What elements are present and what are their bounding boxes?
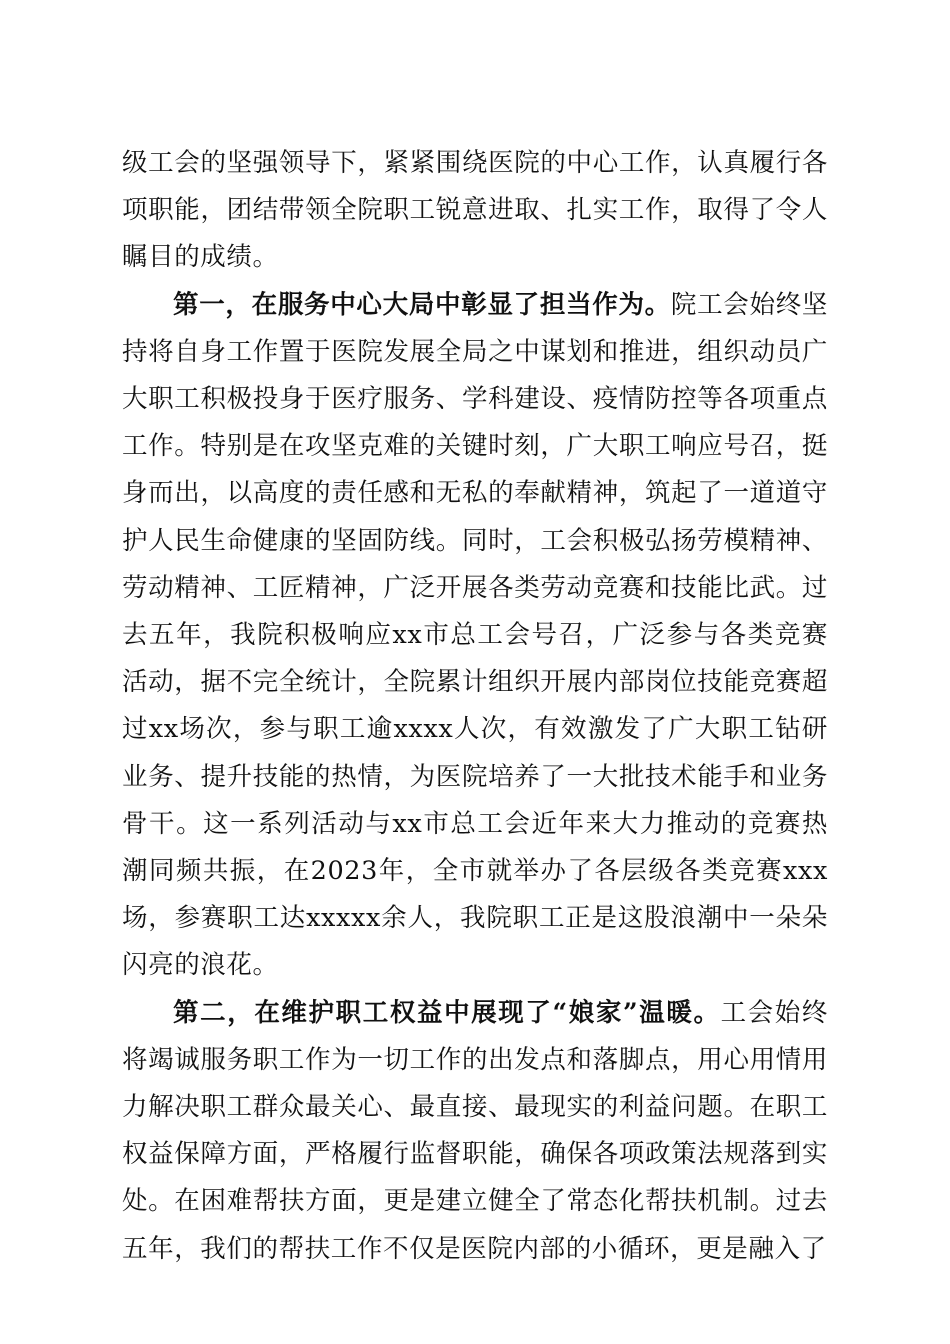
paragraph-text: 工会始终将竭诚服务职工作为一切工作的出发点和落脚点，用心用情用力解决职工群众最关心、最直接、最现实的利益问题。在职工权益保障方面，严格履行监督职能，确保各项政策法规落到实处。在困难帮扶方面，更是建立健全了常态化帮扶机制。过去五年，我们的帮扶工作不仅是医院内部的小循环，更是融入了 bbox=[122, 997, 828, 1264]
paragraph-lead: 第一，在服务中心大局中彰显了担当作为。 bbox=[173, 289, 671, 320]
paragraph-second-point bbox=[122, 990, 828, 1273]
paragraph-text: 级工会的坚强领导下，紧紧围绕医院的中心工作，认真履行各项职能，团结带领全院职工锐意进取、扎实工作，取得了令人瞩目的成绩。 bbox=[122, 148, 828, 273]
paragraph-text: 院工会始终坚持将自身工作置于医院发展全局之中谋划和推进，组织动员广大职工积极投身于医疗服务、学科建设、疫情防控等各项重点工作。特别是在攻坚克难的关键时刻，广大职工响应号召，挺身而出，以高度的责任感和无私的奉献精神，筑起了一道道守护人民生命健康的坚固防线。同时，工会积极弘扬劳模精神、劳动精神、工匠精神，广泛开展各类劳动竞赛和技能比武。过去五年，我院积极响应xx市总工会号召，广泛参与各类竞赛活动，据不完全统计，全院累计组织开展内部岗位技能竞赛超过xx场次，参与职工逾xxxx人次，有效激发了广大职工钻研业务、提升技能的热情，为医院培养了一大批技术能手和业务骨干。这一系列活动与xx市总工会近年来大力推动的竞赛热潮同频共振，在2023年，全市就举办了各层级各类竞赛xxx场，参赛职工达xxxxx余人，我院职工正是这股浪潮中一朵朵闪亮的浪花。 bbox=[122, 289, 828, 981]
document-body bbox=[122, 140, 828, 1273]
paragraph-first-point bbox=[122, 282, 828, 990]
paragraph-lead: 第二，在维护职工权益中展现了“娘家”温暖。 bbox=[173, 997, 721, 1028]
paragraph-intro bbox=[122, 140, 828, 282]
